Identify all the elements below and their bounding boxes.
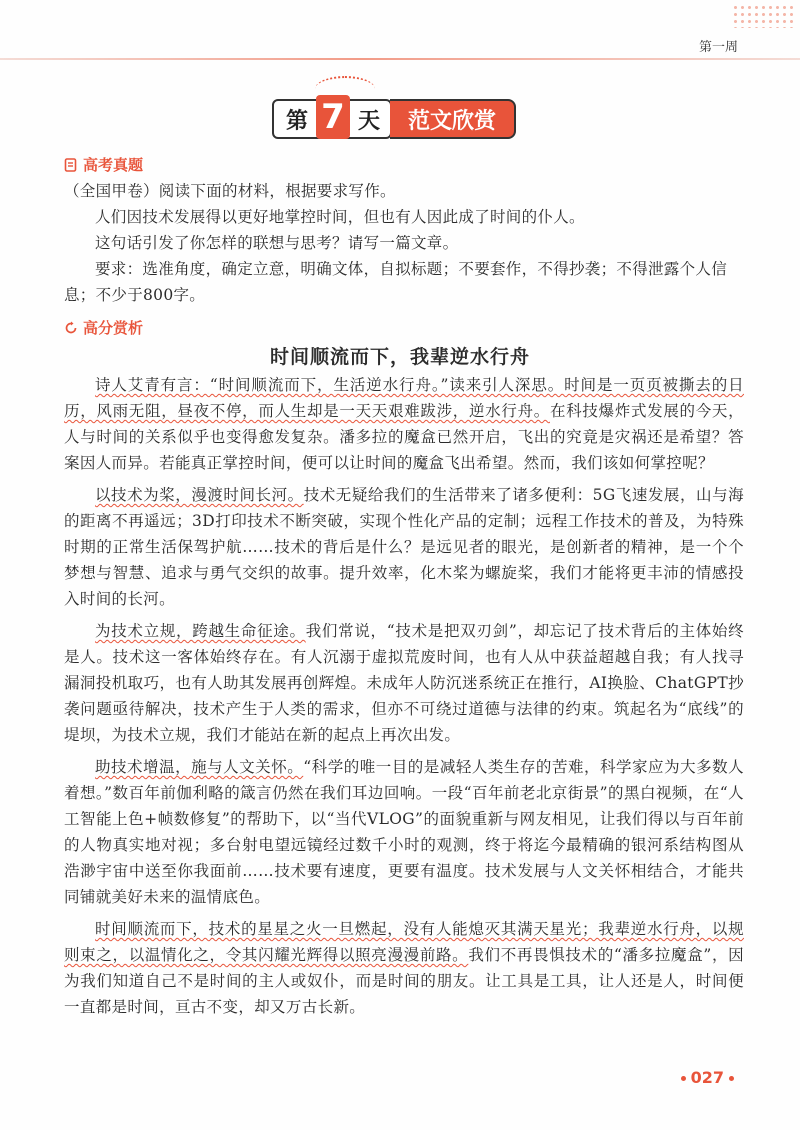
essay-paragraph-4 bbox=[64, 754, 744, 910]
day-label bbox=[272, 99, 392, 139]
analysis-heading-text: 高分赏析 bbox=[83, 319, 144, 337]
essay-body bbox=[64, 372, 744, 1020]
decorative-dots bbox=[732, 4, 794, 28]
essay-paragraph-2 bbox=[64, 482, 744, 612]
essay-paragraph-1 bbox=[64, 372, 744, 476]
highlight-sentence: 为技术立规，跨越生命征途。 bbox=[95, 622, 306, 640]
paragraph-text: 我们常说，“技术是把双刃剑”，却忘记了技术背后的主体始终是人。技术这一客体始终存在。有人沉溺于虚拟荒废时间，也有人从中获益超越自我；有人找寻漏洞投机取巧，也有人助其发展再创辉煌。未成年人防沉迷系统正在推行，AI换脸、ChatGPT抄袭问题亟待解决，技术产生于人类的需求，但亦不可绕过道德与法律的约束。筑起名为“底线”的堤坝，为技术立规，我们才能站在新的起点上再次出发。 bbox=[64, 622, 744, 744]
highlight-sentence: 诗人艾青有言：“时间顺流而下，生活逆水行舟。”读来引人深思。时间是一页页被撕去的日历，风雨无阻，昼夜不停，而人生却是一天天艰难跋涉，逆水行舟。 bbox=[64, 376, 744, 420]
page-number: 027 bbox=[681, 1068, 734, 1087]
paragraph-text: “科学的唯一目的是减轻人类生存的苦难，科学家应为大多数人着想。”数百年前伽利略的箴言仍然在我们耳边回响。一段“百年前老北京街景”的黑白视频，在“人工智能上色+帧数修复”的帮助下，以“当代VLOG”的面貌重新与网友相见，让我们得以与百年前的人物真实地对视；多台射电望远镜经过数千小时的观测，终于将迄今最精确的银河系结构图从浩渺宇宙中送至你我面前……技术要有速度，更要有温度。技术发展与人文关怀相结合，才能共同铺就美好未来的温情底色。 bbox=[64, 758, 744, 906]
essay-paragraph-3 bbox=[64, 618, 744, 748]
day-badge bbox=[272, 98, 516, 140]
exam-requirements: 要求：选准角度，确定立意，明确文体，自拟标题；不要套作，不得抄袭；不得泄露个人信息；不少于800字。 bbox=[64, 260, 728, 304]
highlight-sentence: 助技术增温，施与人文关怀。 bbox=[95, 758, 304, 776]
exam-source-line: （全国甲卷）阅读下面的材料，根据要求写作。 bbox=[64, 182, 396, 200]
exam-question: 这句话引发了你怎样的联想与思考？请写一篇文章。 bbox=[95, 234, 459, 252]
week-label: 第一周 bbox=[698, 40, 738, 55]
document-icon bbox=[64, 158, 78, 172]
exam-heading-text: 高考真题 bbox=[83, 156, 144, 174]
paragraph-text: 我们不再畏惧技术的“潘多拉魔盒”，因为我们知道自己不是时间的主人或奴仆，而是时间的朋友。让工具是工具，让人还是人，时间便一直都是时间，亘古不变，却又万古长新。 bbox=[64, 946, 744, 1016]
paragraph-text: 在科技爆炸式发展的今天，人与时间的关系似乎也变得愈发复杂。潘多拉的魔盒已然开启，飞出的究竟是灾祸还是希望？答案因人而异。若能真正掌控时间，便可以让时间的魔盒飞出希望。然而，我们该如何掌控呢？ bbox=[64, 402, 744, 472]
analysis-heading bbox=[64, 317, 143, 338]
refresh-circle-icon bbox=[64, 321, 78, 335]
highlight-sentence: 时间顺流而下，技术的星星之火一旦燃起，没有人能熄灭其满天星光；我辈逆水行舟，以规则束之，以温情化之，令其闪耀光辉得以照亮漫漫前路。 bbox=[64, 920, 744, 964]
essay-title: 时间顺流而下，我辈逆水行舟 bbox=[269, 346, 530, 368]
exam-heading bbox=[64, 154, 143, 175]
highlight-sentence: 以技术为桨，漫渡时间长河。 bbox=[95, 486, 304, 504]
essay-paragraph-5 bbox=[64, 916, 744, 1020]
header-divider bbox=[0, 58, 800, 60]
topic-label: 范文欣赏 bbox=[390, 99, 516, 139]
day-suffix: 天 bbox=[358, 108, 381, 134]
day-number: 7 bbox=[316, 95, 350, 139]
day-prefix: 第 bbox=[286, 108, 309, 134]
paragraph-text: 技术无疑给我们的生活带来了诸多便利：5G飞速发展，山与海的距离不再遥远；3D打印技术不断突破，实现个性化产品的定制；远程工作技术的普及，为特殊时期的正常生活保驾护航……技术的背后是什么？是远见者的眼光，是创新者的精神，是一个个梦想与智慧、追求与勇气交织的故事。提升效率，化木桨为螺旋桨，我们才能将更丰沛的情感投入时间的长河。 bbox=[64, 486, 744, 608]
exam-material: 人们因技术发展得以更好地掌控时间，但也有人因此成了时间的仆人。 bbox=[95, 208, 585, 226]
